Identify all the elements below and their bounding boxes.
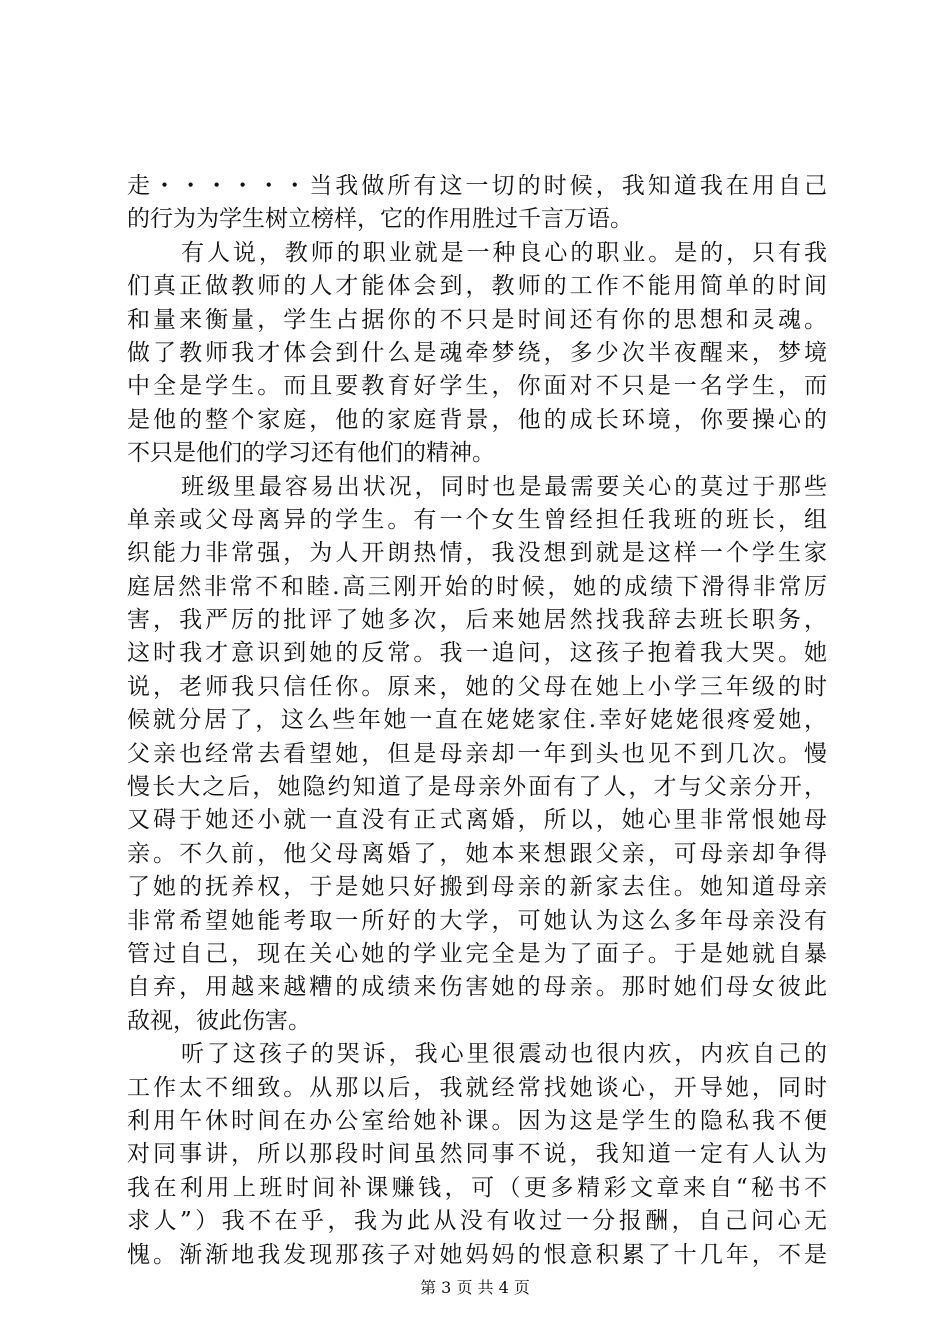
text-line: 工作太不细致。从那以后，我就经常找她谈心，开导她，同时: [127, 1074, 827, 1101]
text-line: 我在利用上班时间补课赚钱，可（更多精彩文章来自“秘书不: [127, 1174, 827, 1201]
text-line: 说，老师我只信任你。原来，她的父母在她上小学三年级的时: [127, 673, 827, 700]
text-line: 父亲也经常去看望她，但是母亲却一年到头也见不到几次。慢: [127, 740, 827, 767]
text-line: 求人”）我不在乎，我为此从没有收过一分报酬，自己问心无: [127, 1208, 827, 1235]
text-line: 管过自己，现在关心她的学业完全是为了面子。于是她就自暴: [127, 940, 827, 967]
page-footer: 第 3 页 共 4 页: [420, 1278, 530, 1297]
text-line: 敌视，彼此伤害。: [127, 1007, 311, 1034]
text-line: 这时我才意识到她的反常。我一追问，这孩子抱着我大哭。她: [127, 640, 827, 667]
paragraph: [127, 471, 827, 1039]
text-line: 的行为为学生树立榜样，它的作用胜过千言万语。: [127, 206, 633, 233]
text-line: 对同事讲，所以那段时间虽然同事不说，我知道一定有人认为: [127, 1141, 827, 1168]
text-line: 了她的抚养权，于是她只好搬到母亲的新家去住。她知道母亲: [127, 874, 827, 901]
text-line: 害，我严厉的批评了她多次，后来她居然找我辞去班长职务，: [127, 607, 827, 634]
paragraph: [127, 237, 827, 471]
text-line: 非常希望她能考取一所好的大学，可她认为这么多年母亲没有: [127, 907, 827, 934]
paragraph: [127, 1038, 827, 1272]
text-line: 庭居然非常不和睦.高三刚开始的时候，她的成绩下滑得非常厉: [127, 573, 827, 600]
text-line: 们真正做教师的人才能体会到，教师的工作不能用简单的时间: [127, 273, 827, 300]
paragraph: [127, 170, 827, 237]
text-line: 做了教师我才体会到什么是魂牵梦绕，多少次半夜醒来，梦境: [127, 339, 827, 366]
text-line: 中全是学生。而且要教育好学生，你面对不只是一名学生，而: [127, 373, 827, 400]
text-line: 单亲或父母离异的学生。有一个女生曾经担任我班的班长，组: [127, 506, 827, 533]
body-text: [127, 170, 827, 1272]
text-line: 班级里最容易出状况，同时也是最需要关心的莫过于那些: [181, 473, 827, 500]
text-line: 和量来衡量，学生占据你的不只是时间还有你的思想和灵魂。: [127, 306, 827, 333]
text-line: 慢长大之后，她隐约知道了是母亲外面有了人，才与父亲分开，: [127, 774, 827, 801]
text-line: 利用午休时间在办公室给她补课。因为这是学生的隐私我不便: [127, 1107, 827, 1134]
text-line: 自弃，用越来越糟的成绩来伤害她的母亲。那时她们母女彼此: [127, 974, 827, 1001]
text-line: 又碍于她还小就一直没有正式离婚，所以，她心里非常恨她母: [127, 807, 827, 834]
text-line: 候就分居了，这么些年她一直在姥姥家住.幸好姥姥很疼爱她，: [127, 707, 827, 734]
text-line: 有人说，教师的职业就是一种良心的职业。是的，只有我: [181, 239, 827, 266]
text-line: 亲。不久前，他父母离婚了，她本来想跟父亲，可母亲却争得: [127, 840, 827, 867]
text-line: 织能力非常强，为人开朗热情，我没想到就是这样一个学生家: [127, 540, 827, 567]
text-line: 听了这孩子的哭诉，我心里很震动也很内疚，内疚自己的: [181, 1041, 827, 1068]
text-line: 愧。渐渐地我发现那孩子对她妈妈的恨意积累了十几年，不是: [127, 1241, 827, 1268]
text-line: 走・・・・・・当我做所有这一切的时候，我知道我在用自己: [127, 173, 827, 199]
text-line: 不只是他们的学习还有他们的精神。: [127, 440, 495, 467]
text-line: 是他的整个家庭，他的家庭背景，他的成长环境，你要操心的: [127, 406, 827, 433]
